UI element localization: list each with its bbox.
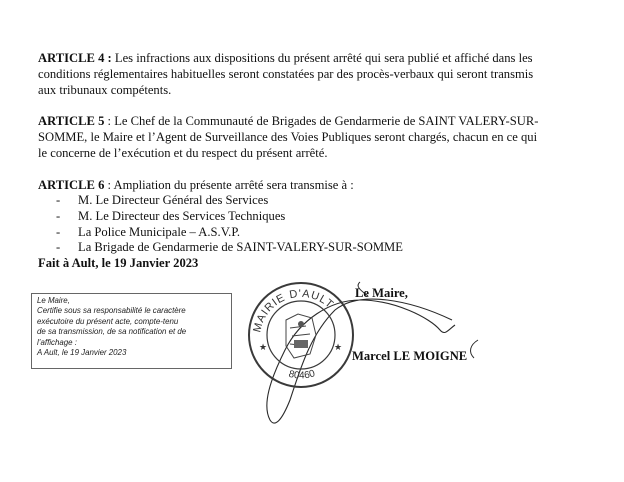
article-6-label: ARTICLE 6: [38, 178, 105, 192]
article-5: [38, 113, 598, 161]
certification-line: exécutoire du présent acte, compte-tenu: [37, 316, 179, 326]
mairie-seal: [246, 280, 356, 390]
certification-line: Le Maire,: [37, 296, 70, 305]
article-4: [38, 50, 598, 98]
list-item: - M. Le Directeur Général des Services: [56, 193, 269, 207]
article-5-line-3: le concerne de l’exécution et du respect du présent arrêté.: [38, 146, 328, 160]
article-4-line-1: Les infractions aux dispositions du présent arrêté qui sera publié et affiché dans les: [114, 51, 533, 65]
certification-line: de sa transmission, de sa notification et de: [37, 327, 187, 337]
article-6: [38, 177, 598, 193]
certification-line: A Ault, le 19 Janvier 2023: [37, 348, 127, 358]
article-4-line-2: conditions réglementaires habituelles seront constatées par des procès-verbaux qui seront transmis: [38, 67, 534, 81]
mayor-title: Le Maire,: [355, 286, 408, 300]
certification-line: Certifie sous sa responsabilité le caractère: [37, 306, 186, 316]
article-4-label: ARTICLE 4 :: [38, 51, 112, 65]
svg-text:★: ★: [334, 343, 343, 353]
recipients-list: [38, 193, 403, 256]
article-5-line-2: SOMME, le Maire et l’Agent de Surveillance des Voies Publiques seront chargés, chacun en ce qui: [38, 130, 538, 144]
svg-text:MAIRIE D'AULT: MAIRIE D'AULT: [251, 287, 336, 334]
certification-line: l’affichage :: [37, 337, 77, 347]
article-4-line-3: aux tribunaux compétents.: [38, 83, 172, 97]
list-item: - M. Le Directeur des Services Techniques: [56, 208, 286, 223]
article-5-label: ARTICLE 5: [38, 114, 105, 128]
article-5-line-1: : Le Chef de la Communauté de Brigades de Gendarmerie de SAINT VALERY-SUR-: [107, 114, 539, 128]
article-6-intro: : Ampliation du présente arrêté sera transmise à :: [107, 178, 354, 192]
certification-box: [31, 293, 232, 369]
svg-text:80460: 80460: [287, 368, 317, 382]
done-at-line: Fait à Ault, le 19 Janvier 2023: [38, 256, 199, 270]
list-item: - La Brigade de Gendarmerie de SAINT-VALERY-SUR-SOMME: [56, 240, 403, 255]
svg-text:★: ★: [259, 343, 268, 353]
list-item: - La Police Municipale – A.S.V.P.: [56, 224, 241, 239]
mayor-name: Marcel LE MOIGNE: [352, 349, 468, 363]
